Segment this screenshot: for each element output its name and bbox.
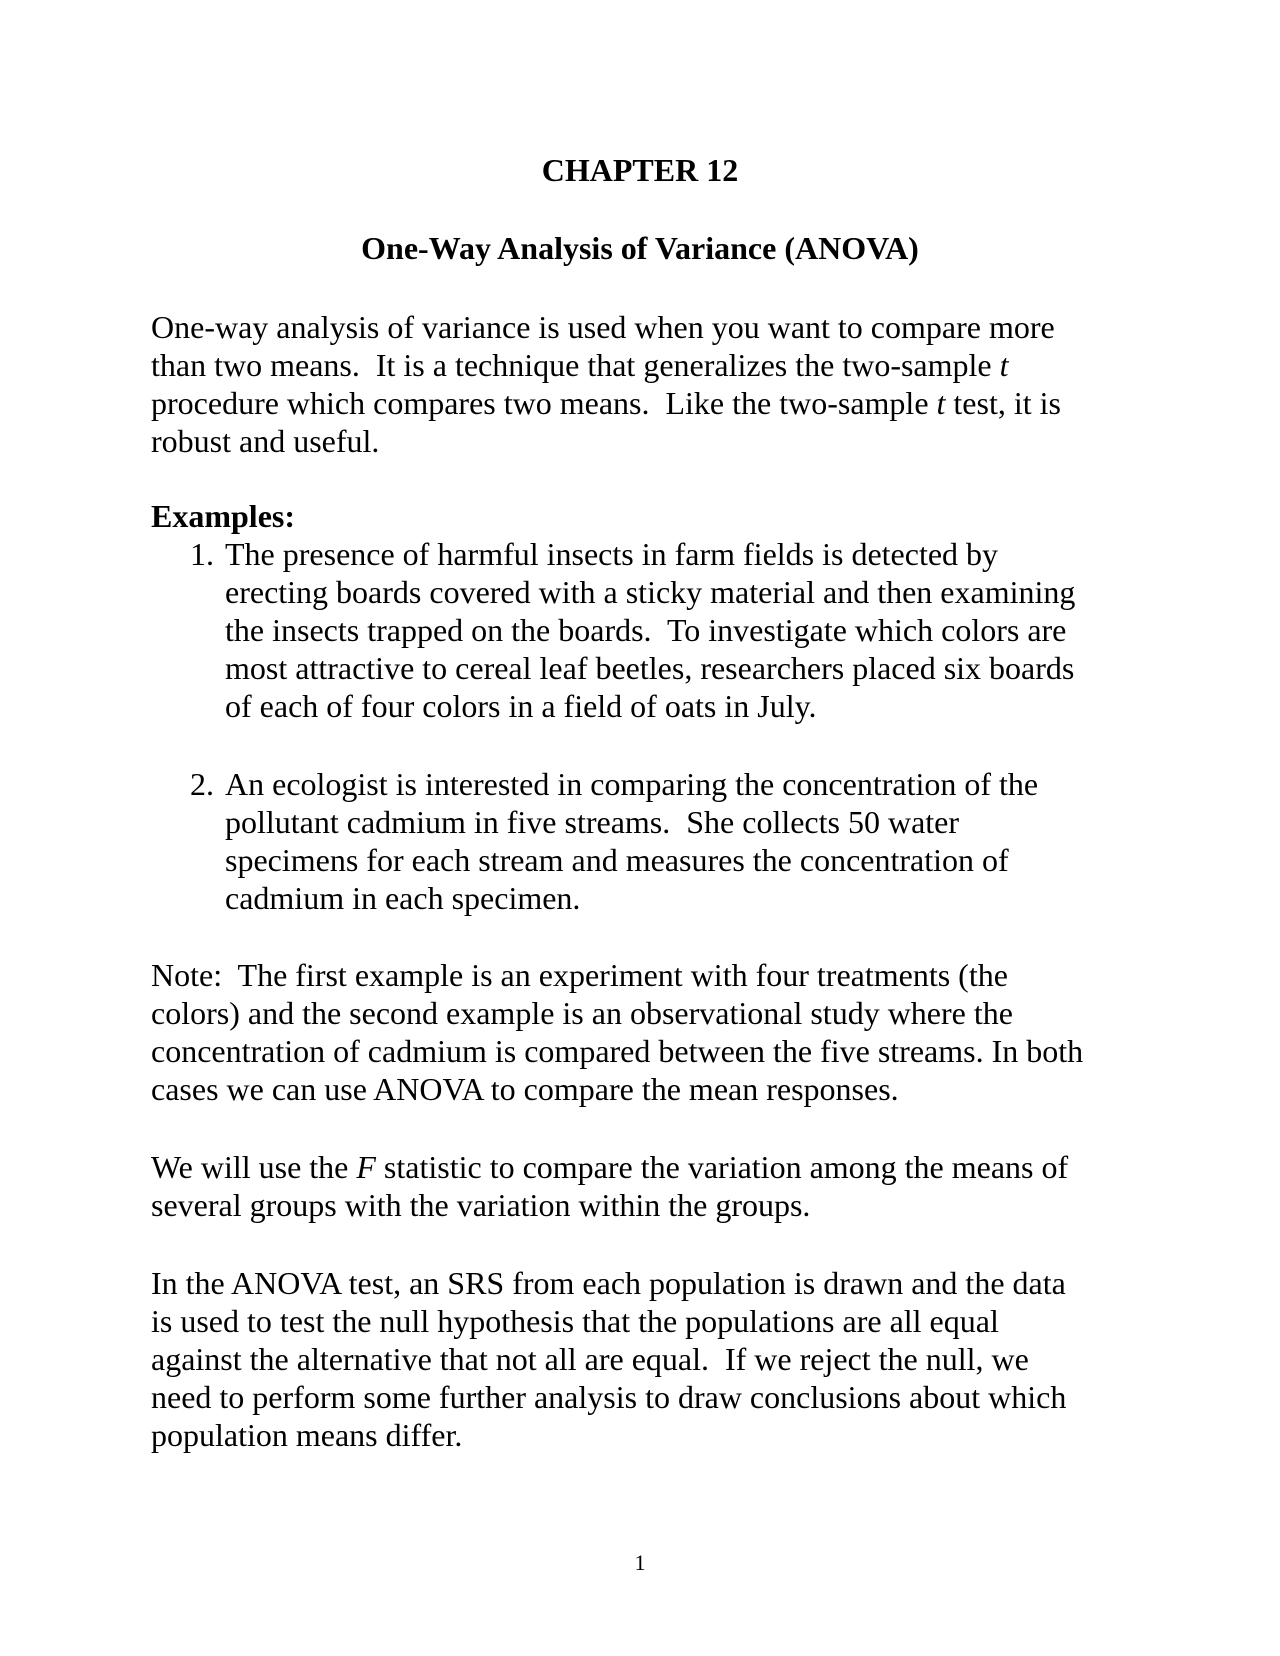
text-line xyxy=(225,535,1075,573)
text-segment: erecting boards covered with a sticky material and then examining xyxy=(225,574,1076,610)
text-line xyxy=(225,803,1038,841)
text-segment: One-way analysis of variance is used when you want to compare more xyxy=(151,309,1055,345)
text-line xyxy=(225,841,1038,879)
text-segment: pollutant cadmium in five streams. She collects 50 water xyxy=(225,804,960,840)
chapter-heading: CHAPTER 12 xyxy=(541,152,739,188)
text-segment: population means differ. xyxy=(151,1417,463,1453)
text-line xyxy=(151,422,1061,460)
example-text xyxy=(225,535,1075,725)
text-segment: robust and useful. xyxy=(151,423,380,459)
text-line xyxy=(151,1378,1066,1416)
text-line xyxy=(225,649,1075,687)
text-segment: concentration of cadmium is compared between the five streams. In both xyxy=(151,1033,1084,1069)
text-segment: cases we can use ANOVA to compare the mean responses. xyxy=(151,1071,899,1107)
text-segment: need to perform some further analysis to draw conclusions about which xyxy=(151,1379,1067,1415)
italic-symbol: t xyxy=(999,347,1009,383)
list-number: 1. xyxy=(190,536,214,572)
examples-heading: Examples: xyxy=(151,498,295,534)
text-line xyxy=(151,1264,1066,1302)
text-line xyxy=(151,346,1061,384)
text-line xyxy=(151,1416,1066,1454)
text-segment: test, it is xyxy=(945,385,1061,421)
text-segment: several groups with the variation within the groups. xyxy=(151,1187,811,1223)
text-segment: of each of four colors in a field of oats in July. xyxy=(225,688,817,724)
italic-symbol: F xyxy=(356,1149,376,1185)
anova-test-paragraph xyxy=(151,1264,1066,1454)
text-segment: procedure which compares two means. Like the two-sample xyxy=(151,385,937,421)
note-paragraph xyxy=(151,956,1083,1108)
text-line xyxy=(225,879,1038,917)
text-line xyxy=(151,994,1083,1032)
text-line xyxy=(225,611,1075,649)
text-line xyxy=(225,765,1038,803)
text-segment: is used to test the null hypothesis that the populations are all equal xyxy=(151,1303,999,1339)
text-segment: against the alternative that not all are equal. If we reject the null, we xyxy=(151,1341,1029,1377)
text-segment: colors) and the second example is an observational study where the xyxy=(151,995,1013,1031)
page-title: One-Way Analysis of Variance (ANOVA) xyxy=(361,230,919,266)
text-line xyxy=(151,956,1083,994)
text-segment: The presence of harmful insects in farm fields is detected by xyxy=(225,536,999,572)
f-statistic-paragraph xyxy=(151,1148,1068,1224)
text-segment: than two means. It is a technique that generalizes the two-sample xyxy=(151,347,1000,383)
text-line xyxy=(151,1070,1083,1108)
text-line xyxy=(225,687,1075,725)
text-line xyxy=(151,1186,1068,1224)
text-segment: statistic to compare the variation among the means of xyxy=(375,1149,1069,1185)
page-number: 1 xyxy=(634,1550,646,1575)
text-line xyxy=(151,384,1061,422)
italic-symbol: t xyxy=(936,385,946,421)
text-segment: Note: The first example is an experiment with four treatments (the xyxy=(151,957,1008,993)
list-number: 2. xyxy=(190,766,214,802)
text-segment: the insects trapped on the boards. To investigate which colors are xyxy=(225,612,1067,648)
text-line xyxy=(151,1340,1066,1378)
example-text xyxy=(225,765,1038,917)
text-line xyxy=(225,573,1075,611)
text-line xyxy=(151,308,1061,346)
text-segment: We will use the xyxy=(151,1149,357,1185)
text-segment: cadmium in each specimen. xyxy=(225,880,581,916)
text-segment: most attractive to cereal leaf beetles, researchers placed six boards xyxy=(225,650,1075,686)
intro-paragraph xyxy=(151,308,1061,460)
text-line xyxy=(151,1148,1068,1186)
text-segment: An ecologist is interested in comparing the concentration of the xyxy=(225,766,1039,802)
text-line xyxy=(151,1302,1066,1340)
text-line xyxy=(151,1032,1083,1070)
text-segment: In the ANOVA test, an SRS from each population is drawn and the data xyxy=(151,1265,1066,1301)
text-segment: specimens for each stream and measures the concentration of xyxy=(225,842,1009,878)
